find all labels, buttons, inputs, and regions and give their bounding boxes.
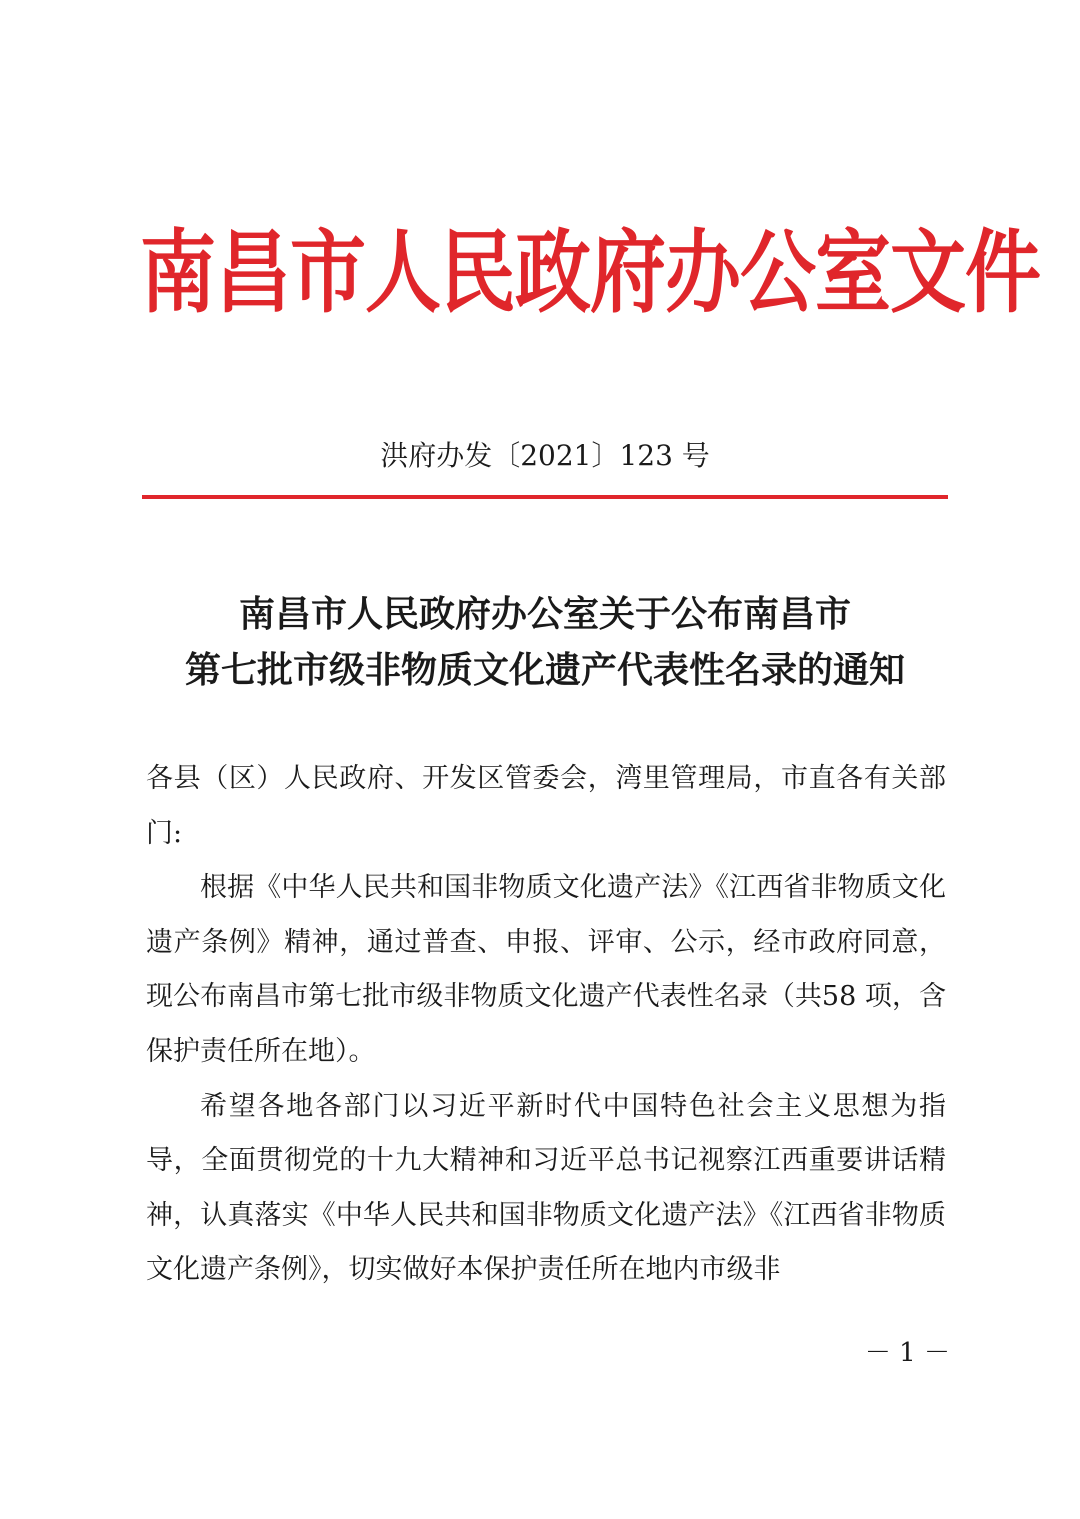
notice-title-line-1: 南昌市人民政府办公室关于公布南昌市	[238, 593, 851, 635]
salutation: 各县（区）人民政府、开发区管委会，湾里管理局，市直各有关部门:	[146, 763, 946, 849]
red-divider-line	[142, 495, 948, 499]
page-number: － 1 －	[864, 1338, 950, 1368]
notice-title	[130, 586, 960, 698]
body-paragraph-2: 希望各地各部门以习近平新时代中国特色社会主义思想为指导，全面贯彻党的十九大精神和习近平总书记视察江西重要讲话精神，认真落实《中华人民共和国非物质文化遗产法》《江西省非物质文化遗产条例》，切实做好本保护责任所在地内市级非	[146, 1090, 946, 1286]
document-number: 洪府办发〔2021〕123 号	[380, 439, 710, 472]
document-body	[146, 752, 946, 1298]
notice-title-line-2: 第七批市级非物质文化遗产代表性名录的通知	[184, 649, 905, 691]
masthead-title: 南昌市人民政府办公室文件	[140, 219, 1040, 325]
body-paragraph-1: 根据《中华人民共和国非物质文化遗产法》《江西省非物质文化遗产条例》精神，通过普查、申报、评审、公示，经市政府同意，现公布南昌市第七批市级非物质文化遗产代表性名录（共58 项，含保护责任所在地）。	[146, 872, 946, 1067]
